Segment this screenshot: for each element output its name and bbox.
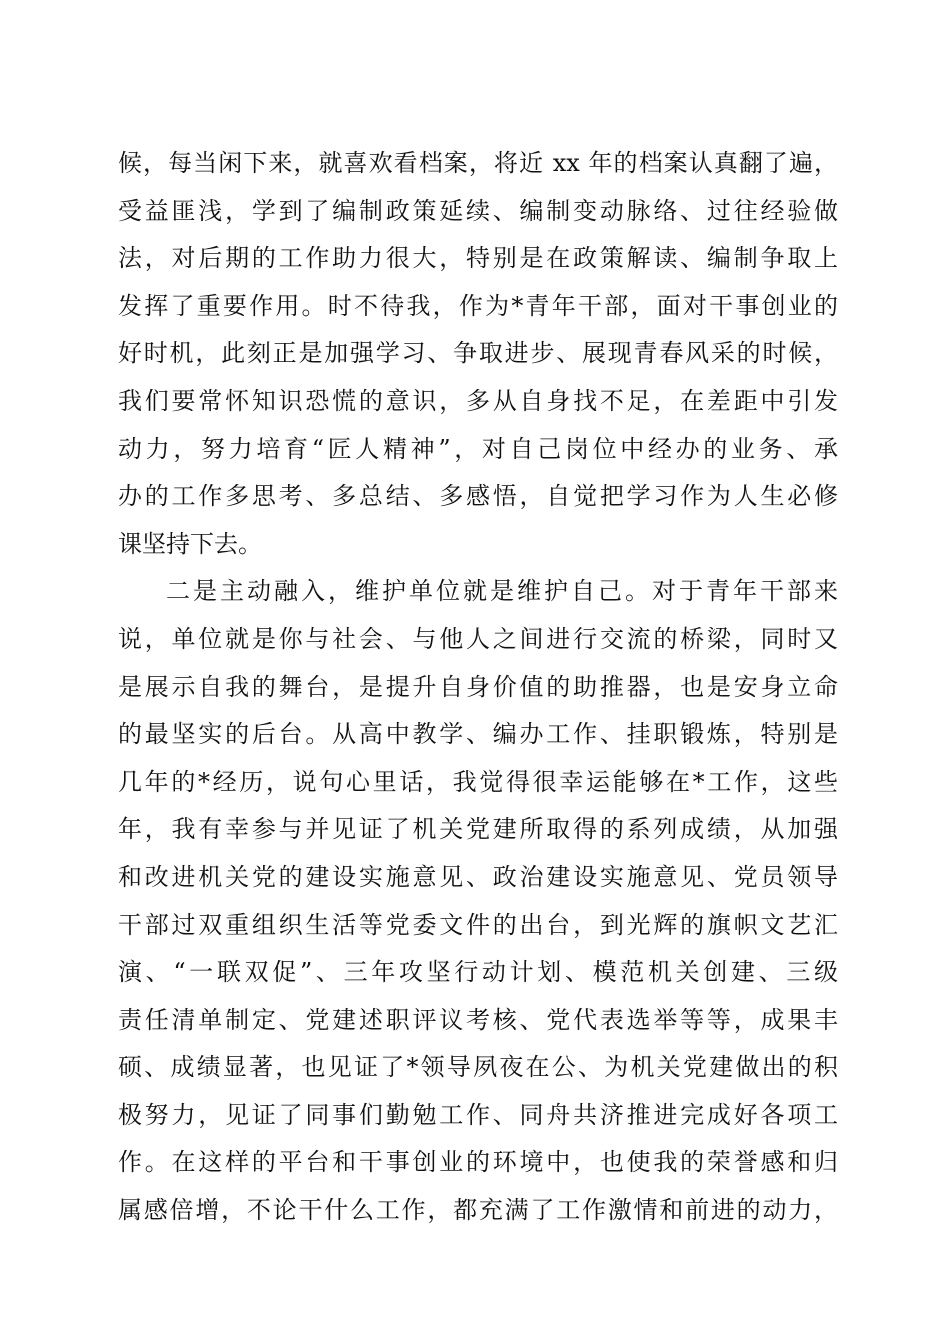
text-line: 演、“一联双促”、三年攻坚行动计划、模范机关创建、三级 bbox=[118, 958, 838, 987]
text-line: 候，每当闲下来，就喜欢看档案，将近 xx 年的档案认真翻了遍， bbox=[118, 149, 838, 177]
text-line: 和改进机关党的建设实施意见、政治建设实施意见、党员领导 bbox=[118, 862, 838, 891]
text-line: 课坚持下去。 bbox=[118, 529, 262, 558]
text-line: 极努力，见证了同事们勤勉工作、同舟共济推进完成好各项工 bbox=[118, 1100, 838, 1129]
text-line: 几年的*经历，说句心里话，我觉得很幸运能够在*工作，这些 bbox=[118, 767, 838, 796]
text-line: 我们要常怀知识恐慌的意识，多从自身找不足，在差距中引发 bbox=[118, 386, 838, 415]
text-line: 硕、成绩显著，也见证了*领导夙夜在公、为机关党建做出的积 bbox=[118, 1053, 838, 1082]
paragraph-start-line: 二是主动融入，维护单位就是维护自己。对于青年干部来 bbox=[166, 577, 838, 606]
body-text bbox=[118, 140, 838, 1235]
text-line: 干部过双重组织生活等党委文件的出台，到光辉的旗帜文艺汇 bbox=[118, 910, 838, 939]
text-line: 的最坚实的后台。从高中教学、编办工作、挂职锻炼，特别是 bbox=[118, 720, 838, 749]
text-line: 是展示自我的舞台，是提升自身价值的助推器，也是安身立命 bbox=[118, 672, 838, 701]
text-line: 法，对后期的工作助力很大，特别是在政策解读、编制争取上 bbox=[118, 244, 838, 273]
text-line: 属感倍增，不论干什么工作，都充满了工作激情和前进的动力， bbox=[118, 1196, 838, 1225]
text-line: 好时机，此刻正是加强学习、争取进步、展现青春风采的时候， bbox=[118, 339, 838, 368]
text-line: 受益匪浅，学到了编制政策延续、编制变动脉络、过往经验做 bbox=[118, 196, 838, 225]
text-line: 动力，努力培育“匠人精神”，对自己岗位中经办的业务、承 bbox=[118, 434, 838, 463]
text-line: 办的工作多思考、多总结、多感悟，自觉把学习作为人生必修 bbox=[118, 482, 838, 511]
text-line: 责任清单制定、党建述职评议考核、党代表选举等等，成果丰 bbox=[118, 1005, 838, 1034]
text-line: 作。在这样的平台和干事创业的环境中，也使我的荣誉感和归 bbox=[118, 1148, 838, 1177]
text-line: 发挥了重要作用。时不待我，作为*青年干部，面对干事创业的 bbox=[118, 291, 838, 320]
text-line: 说，单位就是你与社会、与他人之间进行交流的桥梁，同时又 bbox=[118, 624, 838, 653]
text-line: 年，我有幸参与并见证了机关党建所取得的系列成绩，从加强 bbox=[118, 815, 838, 844]
